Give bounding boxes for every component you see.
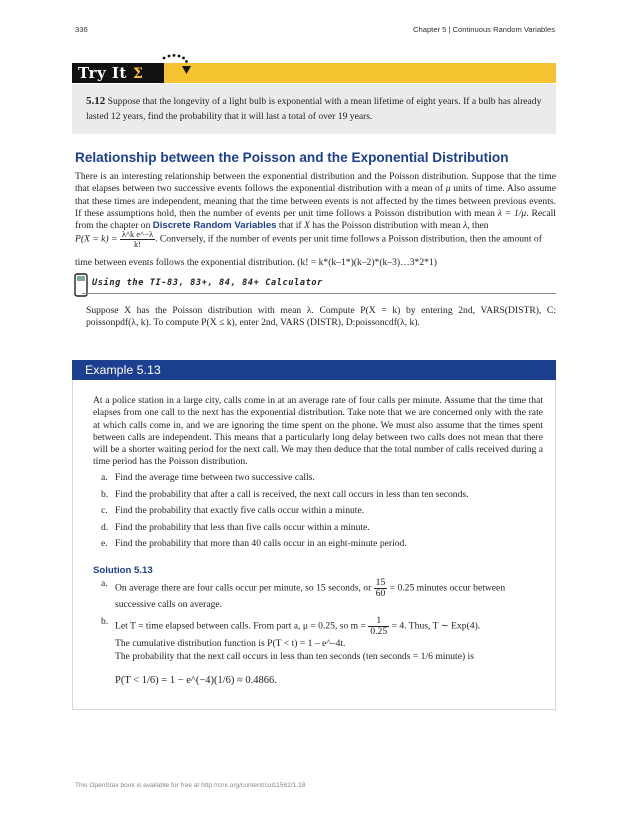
tryit-label: Try It (78, 64, 127, 82)
question-label: e. (101, 538, 108, 549)
solution-b (101, 616, 543, 637)
solution-a-cont (101, 599, 543, 611)
solution-label: b. (101, 616, 109, 627)
solution-a (101, 578, 543, 599)
tryit-tab (72, 63, 164, 83)
calculator-instructions: Suppose X has the Poisson distribution with mean λ. Compute P(X = k) by entering 2nd, VARS(DISTR), C: poissonpdf(λ, k). To compute P(X ≤ k), enter 2nd, VARS (DISTR), D:poissoncdf(λ, k). (86, 305, 556, 329)
para-text: units of time. Also assume that these times are independent, meaning that the time between events is not affected by the times between previous events. If these assumptions hold, then the number of events per unit time follows a Poisson distribution with mean (75, 183, 556, 219)
divider (82, 293, 556, 294)
fraction-denominator: 0.25 (370, 626, 388, 637)
question-e (101, 538, 407, 549)
fraction-denominator: 60 (375, 588, 386, 599)
solution-b-result (101, 675, 543, 687)
sigma-icon: Σ (132, 66, 144, 82)
poisson-fraction (120, 230, 155, 249)
question-label: b. (101, 489, 109, 500)
solution-text: The cumulative distribution function is P(T < t) = 1 – e^–4t. (115, 638, 346, 649)
exercise-number: 5.12 (86, 95, 106, 107)
lambda-symbol: λ (463, 220, 468, 232)
para-text: that if (276, 220, 304, 232)
one-over-quarter-fraction (368, 616, 389, 637)
calculator-heading: Using the TI-83, 83+, 84, 84+ Calculator (92, 278, 323, 288)
formula-lhs: P(X = k) = (75, 233, 120, 245)
dotted-arrow-icon (160, 52, 196, 82)
tryit-exercise (72, 84, 556, 134)
formula-tail: . Conversely, if the number of events per unit time follows a Poisson distribution, then the amount of (155, 233, 542, 245)
question-text: Find the probability that exactly five calls occur within a minute. (115, 505, 365, 516)
solution-text: successive calls on average. (115, 599, 223, 610)
solution-text: Let T = time elapsed between calls. From part a, μ = 0.25, so m = (115, 620, 366, 632)
para-text: has the Poisson distribution with mean (309, 220, 464, 232)
question-label: a. (101, 472, 108, 483)
lambda-equation: λ = 1/μ (497, 207, 527, 219)
question-c (101, 505, 364, 516)
fraction-denominator: k! (133, 239, 142, 249)
question-text: Find the probability that after a call is received, the next call occurs in less than ten seconds. (115, 489, 469, 500)
fraction-numerator: λ^k e^−λ (121, 229, 154, 239)
exercise-text: Suppose that the longevity of a light bulb is exponential with a mean lifetime of eight years. If a bulb has already lasted 12 years, find the probability that it will last a total of over 19 years. (86, 96, 542, 122)
poisson-formula-line (75, 230, 556, 254)
section-paragraph-end: time between events follows the exponential distribution. (k! = k*(k–1*)(k–2)*(k–3)…3*2*1) (75, 257, 437, 268)
question-label: c. (101, 505, 108, 516)
fraction-numerator: 15 (375, 577, 386, 588)
example-title: Example 5.13 (85, 363, 161, 377)
para-text: There is an interesting relationship between the exponential distribution and the Poisson distribution. Suppose that the time that elapses between two successive events follows the exponential distribution with a mean of (75, 171, 556, 195)
question-b (101, 489, 469, 500)
question-a (101, 472, 315, 483)
solution-heading: Solution 5.13 (93, 565, 153, 576)
fraction-numerator: 1 (368, 616, 389, 627)
solution-b-cdf (101, 638, 543, 650)
para-text: . Recall from the chapter on (75, 207, 556, 232)
example-text: At a police station in a large city, calls come in at an average rate of four calls per minute. Assume that the time that elapses from one call to the next has the exponential distribution. Take note that we are concerned only with the rate at which calls come in, and we are ignoring the time spent on the phone. We must also assume that the times spent between calls are independent. This means that a particularly long delay between two calls does not mean that there will be a shorter waiting period for the next call. We may then deduce that the total number of calls received during a time period has the Poisson distribution. (93, 395, 543, 468)
probability-result: P(T < 1/6) = 1 − e^(−4)(1/6) ≈ 0.4866. (115, 675, 277, 686)
question-text: Find the average time between two successive calls. (115, 472, 315, 483)
section-heading: Relationship between the Poisson and the Exponential Distribution (75, 150, 509, 165)
page-number: 336 (75, 25, 88, 34)
x-symbol: X (303, 220, 310, 232)
footer-note: This OpenStax book is available for free at http://cnx.org/content/col11562/1.18 (75, 782, 306, 789)
section-paragraph (75, 171, 556, 232)
solution-text: On average there are four calls occur per minute, so 15 seconds, or (115, 582, 372, 594)
chapter-title: Chapter 5 | Continuous Random Variables (413, 25, 555, 34)
fifteen-sixtieths-fraction (374, 578, 388, 599)
mu-symbol: μ (445, 183, 451, 195)
question-d (101, 522, 370, 533)
discrete-random-variables-link[interactable]: Discrete Random Variables (152, 220, 277, 232)
solution-text: = 0.25 minutes occur between (389, 582, 506, 594)
question-label: d. (101, 522, 109, 533)
solution-label: a. (101, 578, 108, 589)
solution-text: = 4. Thus, T ∼ Exp(4). (391, 620, 481, 632)
para-text: , then (467, 220, 489, 232)
solution-text: The probability that the next call occurs in less than ten seconds (ten seconds = 1/6 minute) is (115, 651, 474, 662)
solution-b-prob (101, 651, 543, 663)
question-text: Find the probability that less than five calls occur within a minute. (115, 522, 370, 533)
question-text: Find the probability that more than 40 calls occur in an eight-minute period. (115, 538, 407, 549)
